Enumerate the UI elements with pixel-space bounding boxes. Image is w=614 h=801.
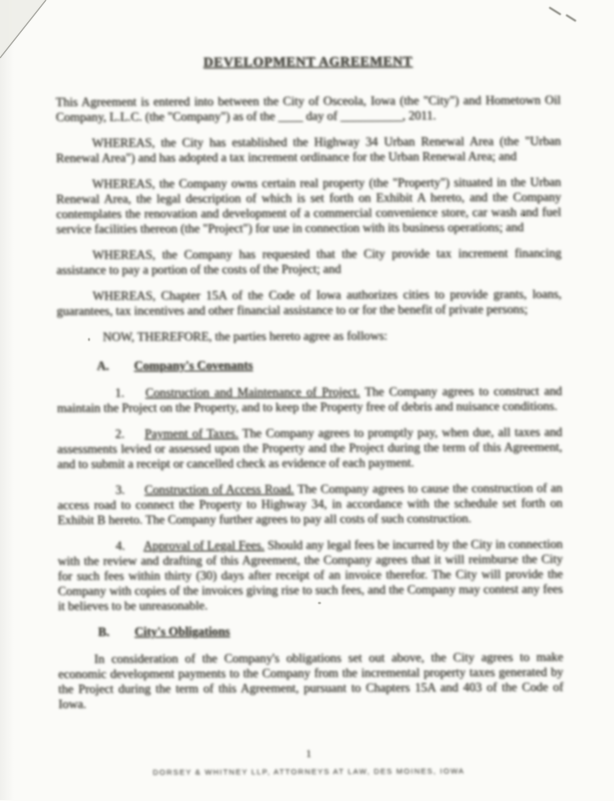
item-body: Should any legal fees be incurred by the City in connection with the review and drafting of this Agreement, the Company agrees that it will reimburse the City for such fees within thirty (30) days after receipt of an invoice therefor. The City will provide the Company with copies of the invoices giving rise to such fees, and the Company may contest any fees it believes to be unreasonable. bbox=[57, 536, 563, 614]
item-body: The Company agrees to cause the construction of an access road to connect the Property to Highway 34, in accordance with the schedule set forth on Exhibit B hereto. The Company further agrees to pay all costs of such construction. bbox=[57, 480, 563, 528]
item-body: The Company agrees to construct and maintain the Project on the Property, and to keep the Property free of debris and nuisance conditions. bbox=[57, 383, 562, 416]
numbered-item-3 bbox=[57, 481, 562, 528]
item-heading: Construction and Maintenance of Project. bbox=[145, 384, 360, 400]
now-therefore-line: NOW, THEREFORE, the parties hereto agree as follows: bbox=[102, 328, 388, 344]
item-heading: Payment of Taxes. bbox=[144, 426, 239, 441]
item-heading: Construction of Access Road. bbox=[144, 482, 294, 497]
item-number: 3. bbox=[115, 482, 125, 497]
whereas-paragraph-2: WHEREAS, the Company owns certain real property (the "Property") situated in the Urban Renewal Area, the legal description of which is set forth on Exhibit A hereto, and the Company contemplates the renovation and development of a commercial convenience store, car wash and fuel service facilities thereon (the "Project") for use in connection with its business operations; and bbox=[56, 174, 562, 237]
city-obligations-paragraph: In consideration of the Company's obligations set out above, the City agrees to make economic development payments to the Company from the incremental property taxes generated by the Project during the term of this Agreement, pursuant to Chapters 15A and 403 of the Code of Iowa. bbox=[58, 649, 564, 712]
numbered-item-2 bbox=[57, 425, 562, 472]
item-heading: Approval of Legal Fees. bbox=[143, 538, 265, 553]
numbered-item-4 bbox=[58, 537, 563, 614]
section-letter: B. bbox=[97, 624, 110, 639]
whereas-paragraph-1: WHEREAS, the City has established the Highway 34 Urban Renewal Area (the "Urban Renewal Area") and has adopted a tax increment ordinance for the Urban Renewal Area; and bbox=[55, 133, 561, 166]
section-b-heading bbox=[58, 623, 563, 640]
intro-paragraph: This Agreement is entered into between the City of Osceola, Iowa (the "City") and Hometown Oil Company, L.L.C. (the "Company") as of the ____ day of __________, 2011. bbox=[55, 92, 561, 125]
law-firm-footer: DORSEY & WHITNEY LLP, ATTORNEYS AT LAW, DES MOINES, IOWA bbox=[152, 766, 465, 777]
section-letter: A. bbox=[96, 358, 109, 373]
whereas-paragraph-3: WHEREAS, the Company has requested that the City provide tax increment financing assistance to pay a portion of the costs of the Project; and bbox=[56, 245, 562, 278]
item-number: 1. bbox=[114, 385, 125, 400]
document-title: DEVELOPMENT AGREEMENT bbox=[203, 53, 413, 70]
section-title: City's Obligations bbox=[134, 624, 230, 639]
section-title: Company's Covenants bbox=[133, 358, 253, 373]
section-a-heading bbox=[57, 357, 562, 374]
numbered-item-1 bbox=[57, 384, 562, 416]
item-body: The Company agrees to promptly pay, when due, all taxes and assessments levied or assessed upon the Property and the Project during the term of this Agreement, and to submit a receipt or cancelled check as evidence of each payment. bbox=[57, 424, 563, 472]
page-number: 1 bbox=[305, 747, 312, 761]
item-number: 4. bbox=[115, 538, 125, 553]
item-number: 2. bbox=[115, 426, 125, 441]
whereas-paragraph-4: WHEREAS, Chapter 15A of the Code of Iowa authorizes cities to provide grants, loans, guarantees, tax incentives and other financial assistance to or for the benefit of private persons; bbox=[56, 286, 562, 319]
